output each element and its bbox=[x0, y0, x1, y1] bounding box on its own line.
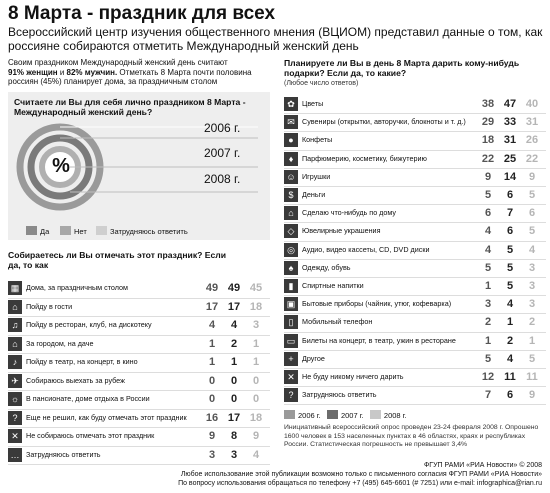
ticket-icon: ▭ bbox=[284, 334, 298, 348]
q2-value-2007: 0 bbox=[230, 374, 238, 387]
footer-usage: Любое использование этой публикации возможно только с письменного согласия ФГУП РАМИ «РИА Новости» bbox=[180, 471, 542, 478]
q3-value-2006: 5 bbox=[484, 189, 492, 201]
perfume-icon: ♦ bbox=[284, 152, 298, 166]
q3-row bbox=[284, 223, 546, 241]
swatch-unsure bbox=[96, 226, 107, 235]
q3-row bbox=[284, 187, 546, 205]
q2-value-2006: 3 bbox=[208, 448, 216, 461]
legend-no-label: Нет bbox=[74, 227, 87, 236]
q3-row bbox=[284, 169, 546, 187]
swatch-no bbox=[60, 226, 71, 235]
q3-value-2007: 5 bbox=[506, 280, 514, 292]
q3-value-2007: 6 bbox=[506, 225, 514, 238]
q3-value-2007: 5 bbox=[506, 243, 514, 256]
q3-row bbox=[284, 387, 546, 405]
q3-row bbox=[284, 260, 546, 278]
house-icon: ⌂ bbox=[284, 206, 298, 220]
q3-value-2008: 22 bbox=[525, 152, 539, 165]
q3-row bbox=[284, 333, 546, 351]
q2-value-2007: 8 bbox=[230, 430, 238, 442]
q3-row bbox=[284, 278, 546, 296]
other-icon: + bbox=[284, 352, 298, 366]
q2-row bbox=[8, 428, 270, 447]
guests-icon: ⌂ bbox=[8, 300, 22, 314]
disc-icon: ◎ bbox=[284, 243, 298, 257]
appliance-icon: ▣ bbox=[284, 297, 298, 311]
q3-row-label: Аудио, видео кассеты, CD, DVD диски bbox=[302, 244, 430, 254]
q2-row-label: В пансионате, доме отдыха в России bbox=[26, 394, 150, 403]
q3-row bbox=[284, 205, 546, 223]
theatre-icon: ♪ bbox=[8, 355, 22, 369]
q3-row bbox=[284, 369, 546, 387]
q3-value-2007: 5 bbox=[506, 261, 514, 274]
flowers-icon: ✿ bbox=[284, 97, 298, 111]
q3-row-label: Сувениры (открытки, авторучки, блокноты и т. д.) bbox=[302, 117, 466, 127]
q2-value-2008: 0 bbox=[252, 393, 260, 405]
q2-row bbox=[8, 280, 270, 299]
unsure-icon: … bbox=[8, 448, 22, 462]
q2-row-label: Пойду в театр, на концерт, в кино bbox=[26, 357, 138, 366]
q3-value-2008: 4 bbox=[528, 243, 536, 256]
q3-row-label: Конфеты bbox=[302, 135, 333, 145]
q2-row-label: Пойду в ресторан, клуб, на дискотеку bbox=[26, 320, 152, 329]
q3-row-label: Цветы bbox=[302, 99, 324, 108]
q2-row bbox=[8, 317, 270, 336]
q3-value-2008: 26 bbox=[525, 134, 539, 147]
legend-2006-label: 2006 г. bbox=[298, 411, 321, 420]
q1-legend-no bbox=[60, 226, 87, 236]
legend-2008-label: 2008 г. bbox=[383, 411, 407, 420]
q2-row-label: Собираюсь выехать за рубеж bbox=[26, 375, 125, 385]
q3-value-2006: 12 bbox=[481, 371, 495, 383]
q3-row-divider bbox=[284, 404, 546, 405]
q2-row bbox=[8, 336, 270, 355]
unsure-icon: ? bbox=[284, 388, 298, 402]
swatch-yes bbox=[26, 226, 37, 235]
q1-title: Считаете ли Вы для себя лично праздником 8 Марта - Международный женский день? bbox=[14, 97, 246, 117]
swatch-2006 bbox=[284, 410, 295, 419]
q2-value-2006: 0 bbox=[208, 374, 216, 387]
q3-value-2008: 40 bbox=[525, 98, 539, 110]
clothes-icon: ♠ bbox=[284, 261, 298, 275]
q3-value-2008: 11 bbox=[526, 371, 538, 383]
q3-row-label: Не буду никому ничего дарить bbox=[302, 372, 404, 381]
q3-table bbox=[284, 96, 546, 406]
q2-value-2006: 1 bbox=[208, 356, 216, 368]
q3-row-label: Игрушки bbox=[302, 171, 331, 181]
q2-table bbox=[8, 280, 270, 465]
q3-value-2007: 31 bbox=[503, 134, 517, 147]
q3-value-2008: 2 bbox=[528, 316, 536, 329]
q3-row-label: Другое bbox=[302, 353, 325, 363]
q3-row bbox=[284, 96, 546, 114]
q2-title: Собираетесь ли Вы отмечать этот праздник? Если да, то как bbox=[8, 250, 227, 270]
q3-value-2007: 33 bbox=[503, 116, 517, 129]
q3-legend bbox=[284, 410, 407, 420]
lead-text: Всероссийский центр изучения общественного мнения (ВЦИОМ) представил данные о том, как россияне собираются отметить Международный женский день bbox=[8, 25, 543, 53]
method-line-3: России. Статистическая погрешность не превышает 3,4% bbox=[284, 441, 468, 448]
q2-value-2007: 0 bbox=[230, 393, 238, 405]
q2-value-2007: 17 bbox=[227, 411, 241, 424]
travel-icon: ✈ bbox=[8, 374, 22, 388]
q2-value-2006: 16 bbox=[205, 411, 219, 424]
q2-value-2008: 4 bbox=[252, 448, 260, 461]
q3-value-2006: 4 bbox=[484, 243, 492, 256]
q2-row-divider bbox=[8, 464, 270, 465]
bottle-icon: ▮ bbox=[284, 279, 298, 293]
method-note bbox=[284, 424, 546, 450]
q1-legend-yes bbox=[26, 226, 49, 236]
q2-value-2008: 1 bbox=[252, 337, 260, 350]
q3-value-2006: 38 bbox=[481, 98, 495, 110]
q3-value-2007: 6 bbox=[506, 189, 514, 201]
q3-row-label: Деньги bbox=[302, 190, 326, 199]
q3-row bbox=[284, 132, 546, 150]
intro-line-2 bbox=[8, 68, 270, 78]
q3-value-2006: 2 bbox=[484, 316, 492, 329]
souvenir-icon: ✉ bbox=[284, 115, 298, 129]
intro-line-1: Своим праздником Международный женский день считают bbox=[8, 58, 228, 67]
money-icon: $ bbox=[284, 188, 298, 202]
q3-row-label: Сделаю что-нибудь по дому bbox=[302, 208, 396, 218]
q2-value-2008: 9 bbox=[252, 430, 260, 442]
q3-row bbox=[284, 296, 546, 314]
q3-value-2007: 25 bbox=[503, 152, 517, 165]
q2-value-2006: 49 bbox=[205, 282, 219, 294]
q2-value-2008: 18 bbox=[249, 300, 263, 313]
q3-row bbox=[284, 151, 546, 169]
q3-value-2008: 3 bbox=[528, 298, 536, 311]
q3-row-label: Бытовые приборы (чайник, утюг, кофеварка) bbox=[302, 299, 452, 309]
swatch-2008 bbox=[370, 410, 381, 419]
q3-row-label: Ювелирные украшения bbox=[302, 226, 381, 236]
q3-row-label: Одежду, обувь bbox=[302, 262, 351, 272]
q2-value-2006: 1 bbox=[208, 337, 216, 350]
q3-value-2006: 4 bbox=[484, 225, 492, 238]
q3-value-2008: 3 bbox=[528, 261, 536, 274]
q3-value-2008: 3 bbox=[528, 280, 536, 292]
q3-value-2007: 1 bbox=[506, 316, 514, 329]
q2-row bbox=[8, 447, 270, 466]
q2-value-2007: 49 bbox=[227, 282, 241, 294]
intro-men: 82% мужчин. bbox=[66, 67, 118, 77]
q2-value-2008: 18 bbox=[249, 411, 263, 424]
q2-value-2008: 3 bbox=[252, 319, 260, 331]
q3-row bbox=[284, 351, 546, 369]
q2-value-2008: 45 bbox=[249, 282, 263, 294]
q2-row bbox=[8, 299, 270, 318]
method-line-1: Инициативный всероссийский опрос проведен 23-24 февраля 2008 г. Опрошено bbox=[284, 424, 539, 431]
q2-value-2006: 17 bbox=[205, 300, 219, 313]
q3-value-2008: 9 bbox=[528, 389, 536, 402]
q3-row-label: Парфюмерию, косметику, бижутерию bbox=[302, 153, 427, 163]
q3-value-2007: 4 bbox=[506, 298, 514, 311]
q2-value-2007: 4 bbox=[230, 319, 238, 331]
q3-value-2006: 5 bbox=[484, 261, 492, 274]
q3-row-label: Затрудняюсь ответить bbox=[302, 390, 377, 400]
page-title: 8 Марта - праздник для всех bbox=[8, 3, 276, 24]
intro-line-3: россиян (45%) планирует дома, за праздничным столом bbox=[8, 77, 218, 86]
resort-icon: ☼ bbox=[8, 392, 22, 406]
q3-value-2006: 5 bbox=[484, 352, 492, 365]
q3-value-2007: 14 bbox=[503, 170, 517, 183]
swatch-2007 bbox=[327, 410, 338, 419]
restaurant-icon: ♫ bbox=[8, 318, 22, 332]
legend-yes-label: Да bbox=[40, 227, 50, 236]
q3-value-2008: 1 bbox=[528, 334, 536, 347]
q3-value-2006: 1 bbox=[484, 334, 492, 347]
q1-year-2008: 2008 г. bbox=[204, 172, 241, 186]
q3-value-2007: 2 bbox=[506, 334, 514, 347]
q2-row-label: Дома, за праздничным столом bbox=[26, 283, 128, 292]
percent-icon: % bbox=[52, 155, 70, 177]
q3-value-2006: 6 bbox=[484, 207, 492, 220]
q2-row-label: Не собираюсь отмечать этот праздник bbox=[26, 431, 155, 440]
q2-value-2008: 1 bbox=[252, 356, 260, 368]
footer-contact: По вопросу использования обращаться по телефону +7 (495) 645-6601 (# 7251) или e-mail: infographica@rian.ru bbox=[178, 480, 542, 487]
footer-copyright: ФГУП РАМИ «РИА Новости» © 2008 bbox=[423, 462, 542, 469]
intro-and: и bbox=[57, 67, 67, 77]
q2-value-2007: 17 bbox=[227, 300, 241, 313]
q1-panel bbox=[8, 92, 270, 240]
q3-title: Планируете ли Вы в день 8 Марта дарить кому-нибудь подарки? Если да, то какие? bbox=[284, 58, 520, 78]
q2-value-2007: 1 bbox=[230, 356, 238, 368]
q3-row bbox=[284, 114, 546, 132]
q3-row bbox=[284, 242, 546, 260]
dacha-icon: ⌂ bbox=[8, 337, 22, 351]
q2-value-2008: 0 bbox=[252, 374, 260, 387]
q2-value-2007: 3 bbox=[230, 448, 238, 461]
q3-value-2007: 11 bbox=[504, 371, 516, 383]
q3-value-2008: 6 bbox=[528, 207, 536, 220]
q3-value-2006: 29 bbox=[481, 116, 495, 129]
legend-unsure-label: Затрудняюсь ответить bbox=[110, 227, 188, 236]
q2-value-2006: 9 bbox=[208, 430, 216, 442]
method-line-2: 1600 человек в 153 населенных пунктах в 46 областях, краях и республиках bbox=[284, 432, 526, 440]
q3-value-2007: 4 bbox=[506, 352, 514, 365]
intro-women: 91% женщин bbox=[8, 67, 58, 77]
candy-icon: ● bbox=[284, 133, 298, 147]
q3-value-2006: 18 bbox=[481, 134, 495, 147]
q3-value-2008: 5 bbox=[528, 225, 536, 238]
q1-legend-unsure bbox=[96, 226, 188, 236]
q3-value-2007: 6 bbox=[506, 389, 514, 402]
q3-value-2006: 7 bbox=[484, 389, 492, 402]
q2-row-label: Пойду в гости bbox=[26, 301, 73, 311]
intro-rest: Отметкать 8 Марта почти половина bbox=[117, 67, 252, 77]
q3-value-2008: 31 bbox=[525, 116, 539, 129]
q3-row-label: Билеты на концерт, в театр, ужин в ресторане bbox=[302, 335, 456, 345]
q3-value-2006: 9 bbox=[484, 170, 492, 183]
undecided-icon: ? bbox=[8, 411, 22, 425]
q2-row-label: Затрудняюсь ответить bbox=[26, 449, 101, 459]
q3-row bbox=[284, 314, 546, 332]
intro-text bbox=[8, 58, 270, 87]
q2-row bbox=[8, 391, 270, 410]
q2-value-2007: 2 bbox=[230, 337, 238, 350]
q2-row bbox=[8, 354, 270, 373]
q3-value-2006: 22 bbox=[481, 152, 495, 165]
q3-value-2008: 5 bbox=[528, 189, 536, 201]
q2-value-2006: 4 bbox=[208, 319, 216, 331]
q3-value-2007: 47 bbox=[503, 98, 517, 110]
q3-value-2006: 1 bbox=[484, 280, 492, 292]
phone-icon: ▯ bbox=[284, 315, 298, 329]
q3-value-2008: 9 bbox=[528, 170, 536, 183]
none-icon: ✕ bbox=[284, 370, 298, 384]
jewelry-icon: ◇ bbox=[284, 224, 298, 238]
q2-row-label: Еще не решил, как буду отмечать этот праздник bbox=[26, 412, 187, 422]
q3-note: (Любое число ответов) bbox=[284, 80, 359, 87]
q1-year-2007: 2007 г. bbox=[204, 146, 241, 160]
q2-row bbox=[8, 410, 270, 429]
toy-icon: ☺ bbox=[284, 170, 298, 184]
q2-value-2006: 0 bbox=[208, 393, 216, 405]
q3-value-2008: 5 bbox=[528, 352, 536, 365]
q3-value-2006: 3 bbox=[484, 298, 492, 311]
legend-2007-label: 2007 г. bbox=[340, 411, 364, 420]
q2-row bbox=[8, 373, 270, 392]
q3-value-2007: 7 bbox=[506, 207, 514, 220]
q3-row-label: Спиртные напитки bbox=[302, 281, 364, 290]
q2-row-label: За городом, на даче bbox=[26, 338, 94, 348]
table-icon: ▦ bbox=[8, 281, 22, 295]
no-celebrate-icon: ✕ bbox=[8, 429, 22, 443]
q3-row-label: Мобильный телефон bbox=[302, 317, 373, 327]
q1-year-2006: 2006 г. bbox=[204, 121, 241, 135]
